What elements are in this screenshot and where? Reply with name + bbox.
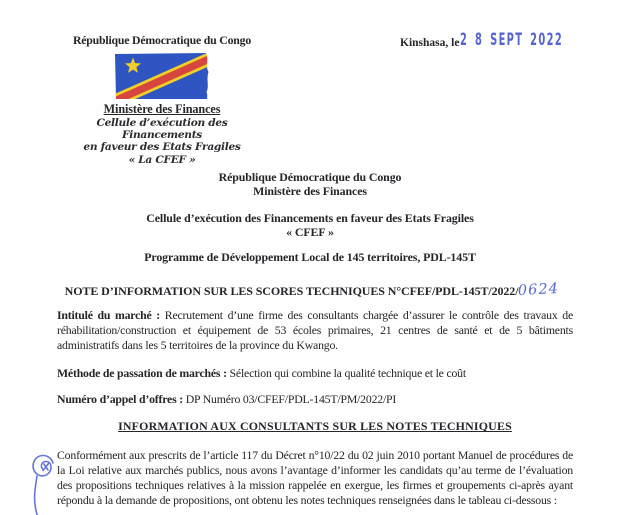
drc-flag-icon <box>114 53 210 100</box>
market-label: Intitulé du marché : <box>57 308 161 322</box>
heading-ministry: Ministère des Finances <box>253 184 367 199</box>
note-title <box>50 280 574 300</box>
method-label: Méthode de passation de marchés : <box>57 366 227 381</box>
heading-unit: Cellule d’exécution des Financements en faveur des Etats Fragiles <box>146 210 474 225</box>
letterhead <box>58 33 266 166</box>
body-paragraph: Conformément aux prescrits de l’article 117 du Décret n°10/22 du 02 juin 2010 portant Manuel de procédures de la Loi relative aux marchés publics, nous avons l’avantage d’informer les candidats qu’au terme de l’évaluation des propositions techniques relatives à la mission rappelée en exergue, les firmes et groupements ci-après ayant répondu à la demande de propositions, ont obtenu les notes techniques renseignées dans le tableau ci-dessous : <box>57 447 573 507</box>
letterhead-unit-line3: « La CFEF » <box>128 153 196 166</box>
heading-unit-abbrev: « CFEF » <box>286 225 334 240</box>
body-block <box>57 308 573 508</box>
method-text: Sélection qui combine la qualité technique et le coût <box>226 366 466 381</box>
tender-text: DP Numéro 03/CFEF/PDL-145T/PM/2022/PI <box>182 392 397 407</box>
letterhead-ministry: Ministère des Finances <box>103 102 221 116</box>
date-stamp: 2 8 SEPT 2022 <box>460 31 564 50</box>
note-title-handwritten-number: 0624 <box>518 280 560 300</box>
market-paragraph <box>57 308 573 353</box>
handwritten-paraph-icon <box>25 451 61 515</box>
letterhead-unit-line2: en faveur des Etats Fragiles <box>83 141 241 154</box>
letterhead-country: République Démocratique du Congo <box>72 33 252 47</box>
heading-block <box>0 170 620 264</box>
section-heading: INFORMATION AUX CONSULTANTS SUR LES NOTES TECHNIQUES <box>118 419 512 434</box>
market-text: Recrutement d’une firme des consultants chargée d’assurer le contrôle des travaux de réhabilitation/construction et équipement de 53 écoles primaires, 21 centres de santé et de 5 bâtiments administratifs dans les 5 territoires de la province du Kwango. <box>57 308 573 353</box>
tender-label: Numéro d’appel d’offres : <box>57 392 183 407</box>
method-paragraph <box>57 366 573 381</box>
heading-country: République Démocratique du Congo <box>218 170 402 184</box>
tender-paragraph <box>57 392 573 407</box>
heading-program: Programme de Développement Local de 145 territoires, PDL-145T <box>144 249 476 264</box>
note-title-printed: NOTE D’INFORMATION SUR LES SCORES TECHNIQUES N°CFEF/PDL-145T/2022/ <box>64 284 519 298</box>
date-place-label: Kinshasa, le <box>400 37 460 49</box>
letterhead-unit-line1: Cellule d’exécution des Financements <box>96 117 228 142</box>
